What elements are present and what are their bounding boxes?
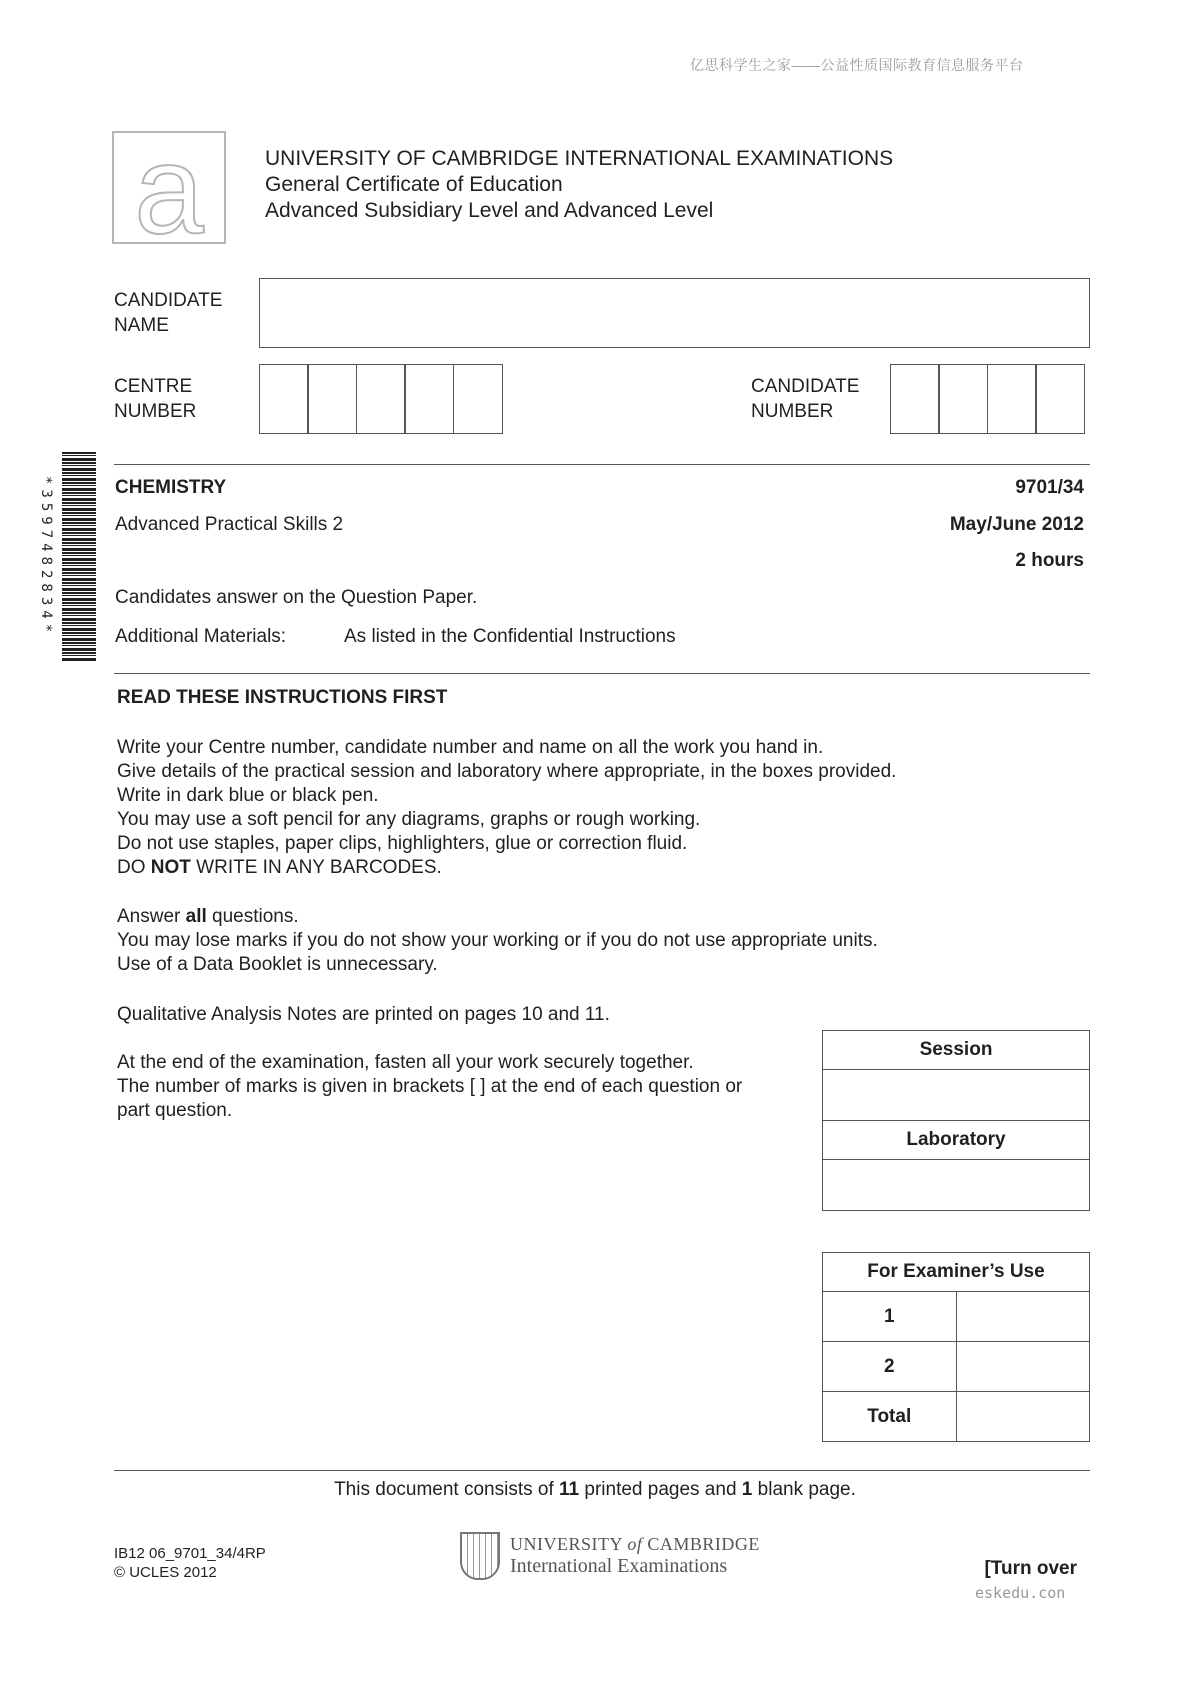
instruction-line: Write your Centre number, candidate number and name on all the work you hand in. (117, 737, 824, 758)
question-1-label: 1 (823, 1292, 957, 1342)
instruction-line: Give details of the practical session and laboratory where appropriate, in the boxes provided. (117, 761, 897, 782)
instructions-block-3 (117, 1051, 742, 1123)
exam-board-header (265, 146, 893, 224)
footer-code: IB12 06_9701_34/4RP (114, 1545, 266, 1562)
instructions-heading: READ THESE INSTRUCTIONS FIRST (117, 687, 448, 708)
watermark-top: 亿思科学生之家——公益性质国际教育信息服务平台 (690, 57, 1024, 73)
candidate-number-cell[interactable] (938, 364, 988, 434)
instruction-line: You may lose marks if you do not show your working or if you do not use appropriate units. (117, 930, 878, 951)
candidate-number-cell[interactable] (1035, 364, 1085, 434)
instruction-line: Use of a Data Booklet is unnecessary. (117, 954, 438, 975)
session-label: Session (823, 1031, 1090, 1070)
header-line-2: General Certificate of Education (265, 173, 563, 196)
page-count-statement: This document consists of 11 printed pages and 1 blank page. (334, 1479, 856, 1500)
question-2-mark (956, 1342, 1090, 1392)
header-line-1: UNIVERSITY OF CAMBRIDGE INTERNATIONAL EXAMINATIONS (265, 147, 894, 170)
candidate-number-field[interactable] (891, 364, 1085, 434)
candidate-name-label (114, 288, 222, 338)
candidate-number-label-line-2: NUMBER (751, 401, 834, 422)
centre-number-cell[interactable] (453, 364, 503, 434)
logo-letter: a (134, 132, 204, 243)
divider-bottom (114, 1470, 1090, 1471)
laboratory-label: Laboratory (823, 1121, 1090, 1160)
instruction-line: At the end of the examination, fasten all your work securely together. (117, 1052, 694, 1073)
footer-copyright: © UCLES 2012 (114, 1564, 217, 1581)
cie-logo (112, 131, 226, 244)
examiners-use-title: For Examiner’s Use (823, 1253, 1090, 1292)
centre-number-label-line-1: CENTRE (114, 376, 193, 397)
additional-materials-label: Additional Materials: (115, 626, 287, 647)
watermark-bottom: eskedu.con (975, 1584, 1066, 1602)
instruction-line: Answer all questions. (117, 906, 299, 927)
instructions-block-1 (117, 736, 896, 880)
session-laboratory-box (822, 1030, 1090, 1211)
centre-number-cell[interactable] (356, 364, 406, 434)
subject-title: CHEMISTRY (115, 477, 227, 498)
instruction-line: The number of marks is given in brackets [ ] at the end of each question or (117, 1076, 743, 1097)
footer-uni-line-1: UNIVERSITY of CAMBRIDGE (510, 1534, 760, 1554)
duration: 2 hours (1015, 550, 1084, 571)
centre-number-label (114, 374, 196, 424)
qualitative-notes-line: Qualitative Analysis Notes are printed on pages 10 and 11. (117, 1004, 610, 1025)
centre-number-field[interactable] (260, 364, 503, 434)
instruction-line: Write in dark blue or black pen. (117, 785, 379, 806)
additional-materials-value: As listed in the Confidential Instructions (344, 626, 676, 647)
paper-title: Advanced Practical Skills 2 (115, 514, 344, 535)
candidate-number-cell[interactable] (987, 364, 1037, 434)
barcode-digits: *3597482834* (38, 476, 54, 638)
divider-top (114, 464, 1090, 465)
total-mark (956, 1392, 1090, 1442)
centre-number-cell[interactable] (404, 364, 454, 434)
answer-on-text: Candidates answer on the Question Paper. (115, 587, 478, 608)
instruction-line: Do not use staples, paper clips, highlighters, glue or correction fluid. (117, 833, 688, 854)
instructions-block-2 (117, 905, 878, 977)
crest-icon (460, 1532, 500, 1580)
session-date: May/June 2012 (949, 514, 1084, 535)
instruction-line: You may use a soft pencil for any diagrams, graphs or rough working. (117, 809, 701, 830)
candidate-name-field[interactable] (259, 278, 1090, 348)
letter-a-icon (114, 133, 224, 243)
candidate-number-label (751, 374, 859, 424)
laboratory-field[interactable] (823, 1160, 1090, 1211)
footer-university-name (510, 1534, 760, 1578)
total-label: Total (823, 1392, 957, 1442)
footer-codes (114, 1544, 266, 1582)
divider-middle (114, 673, 1090, 674)
candidate-name-label-line-2: NAME (114, 315, 169, 336)
footer-university-logo (460, 1532, 760, 1580)
turn-over: [Turn over (984, 1558, 1077, 1579)
instruction-line: DO NOT WRITE IN ANY BARCODES. (117, 857, 442, 878)
candidate-number-label-line-1: CANDIDATE (751, 376, 860, 397)
header-line-3: Advanced Subsidiary Level and Advanced Level (265, 199, 714, 222)
candidate-name-label-line-1: CANDIDATE (114, 290, 223, 311)
instruction-line: part question. (117, 1100, 233, 1121)
barcode (62, 452, 96, 662)
candidate-number-cell[interactable] (890, 364, 940, 434)
session-field[interactable] (823, 1070, 1090, 1121)
paper-code: 9701/34 (1015, 477, 1084, 498)
question-1-mark (956, 1292, 1090, 1342)
footer-uni-line-2: International Examinations (510, 1555, 728, 1577)
centre-number-label-line-2: NUMBER (114, 401, 197, 422)
question-2-label: 2 (823, 1342, 957, 1392)
examiners-use-box (822, 1252, 1090, 1442)
centre-number-cell[interactable] (259, 364, 309, 434)
centre-number-cell[interactable] (307, 364, 357, 434)
